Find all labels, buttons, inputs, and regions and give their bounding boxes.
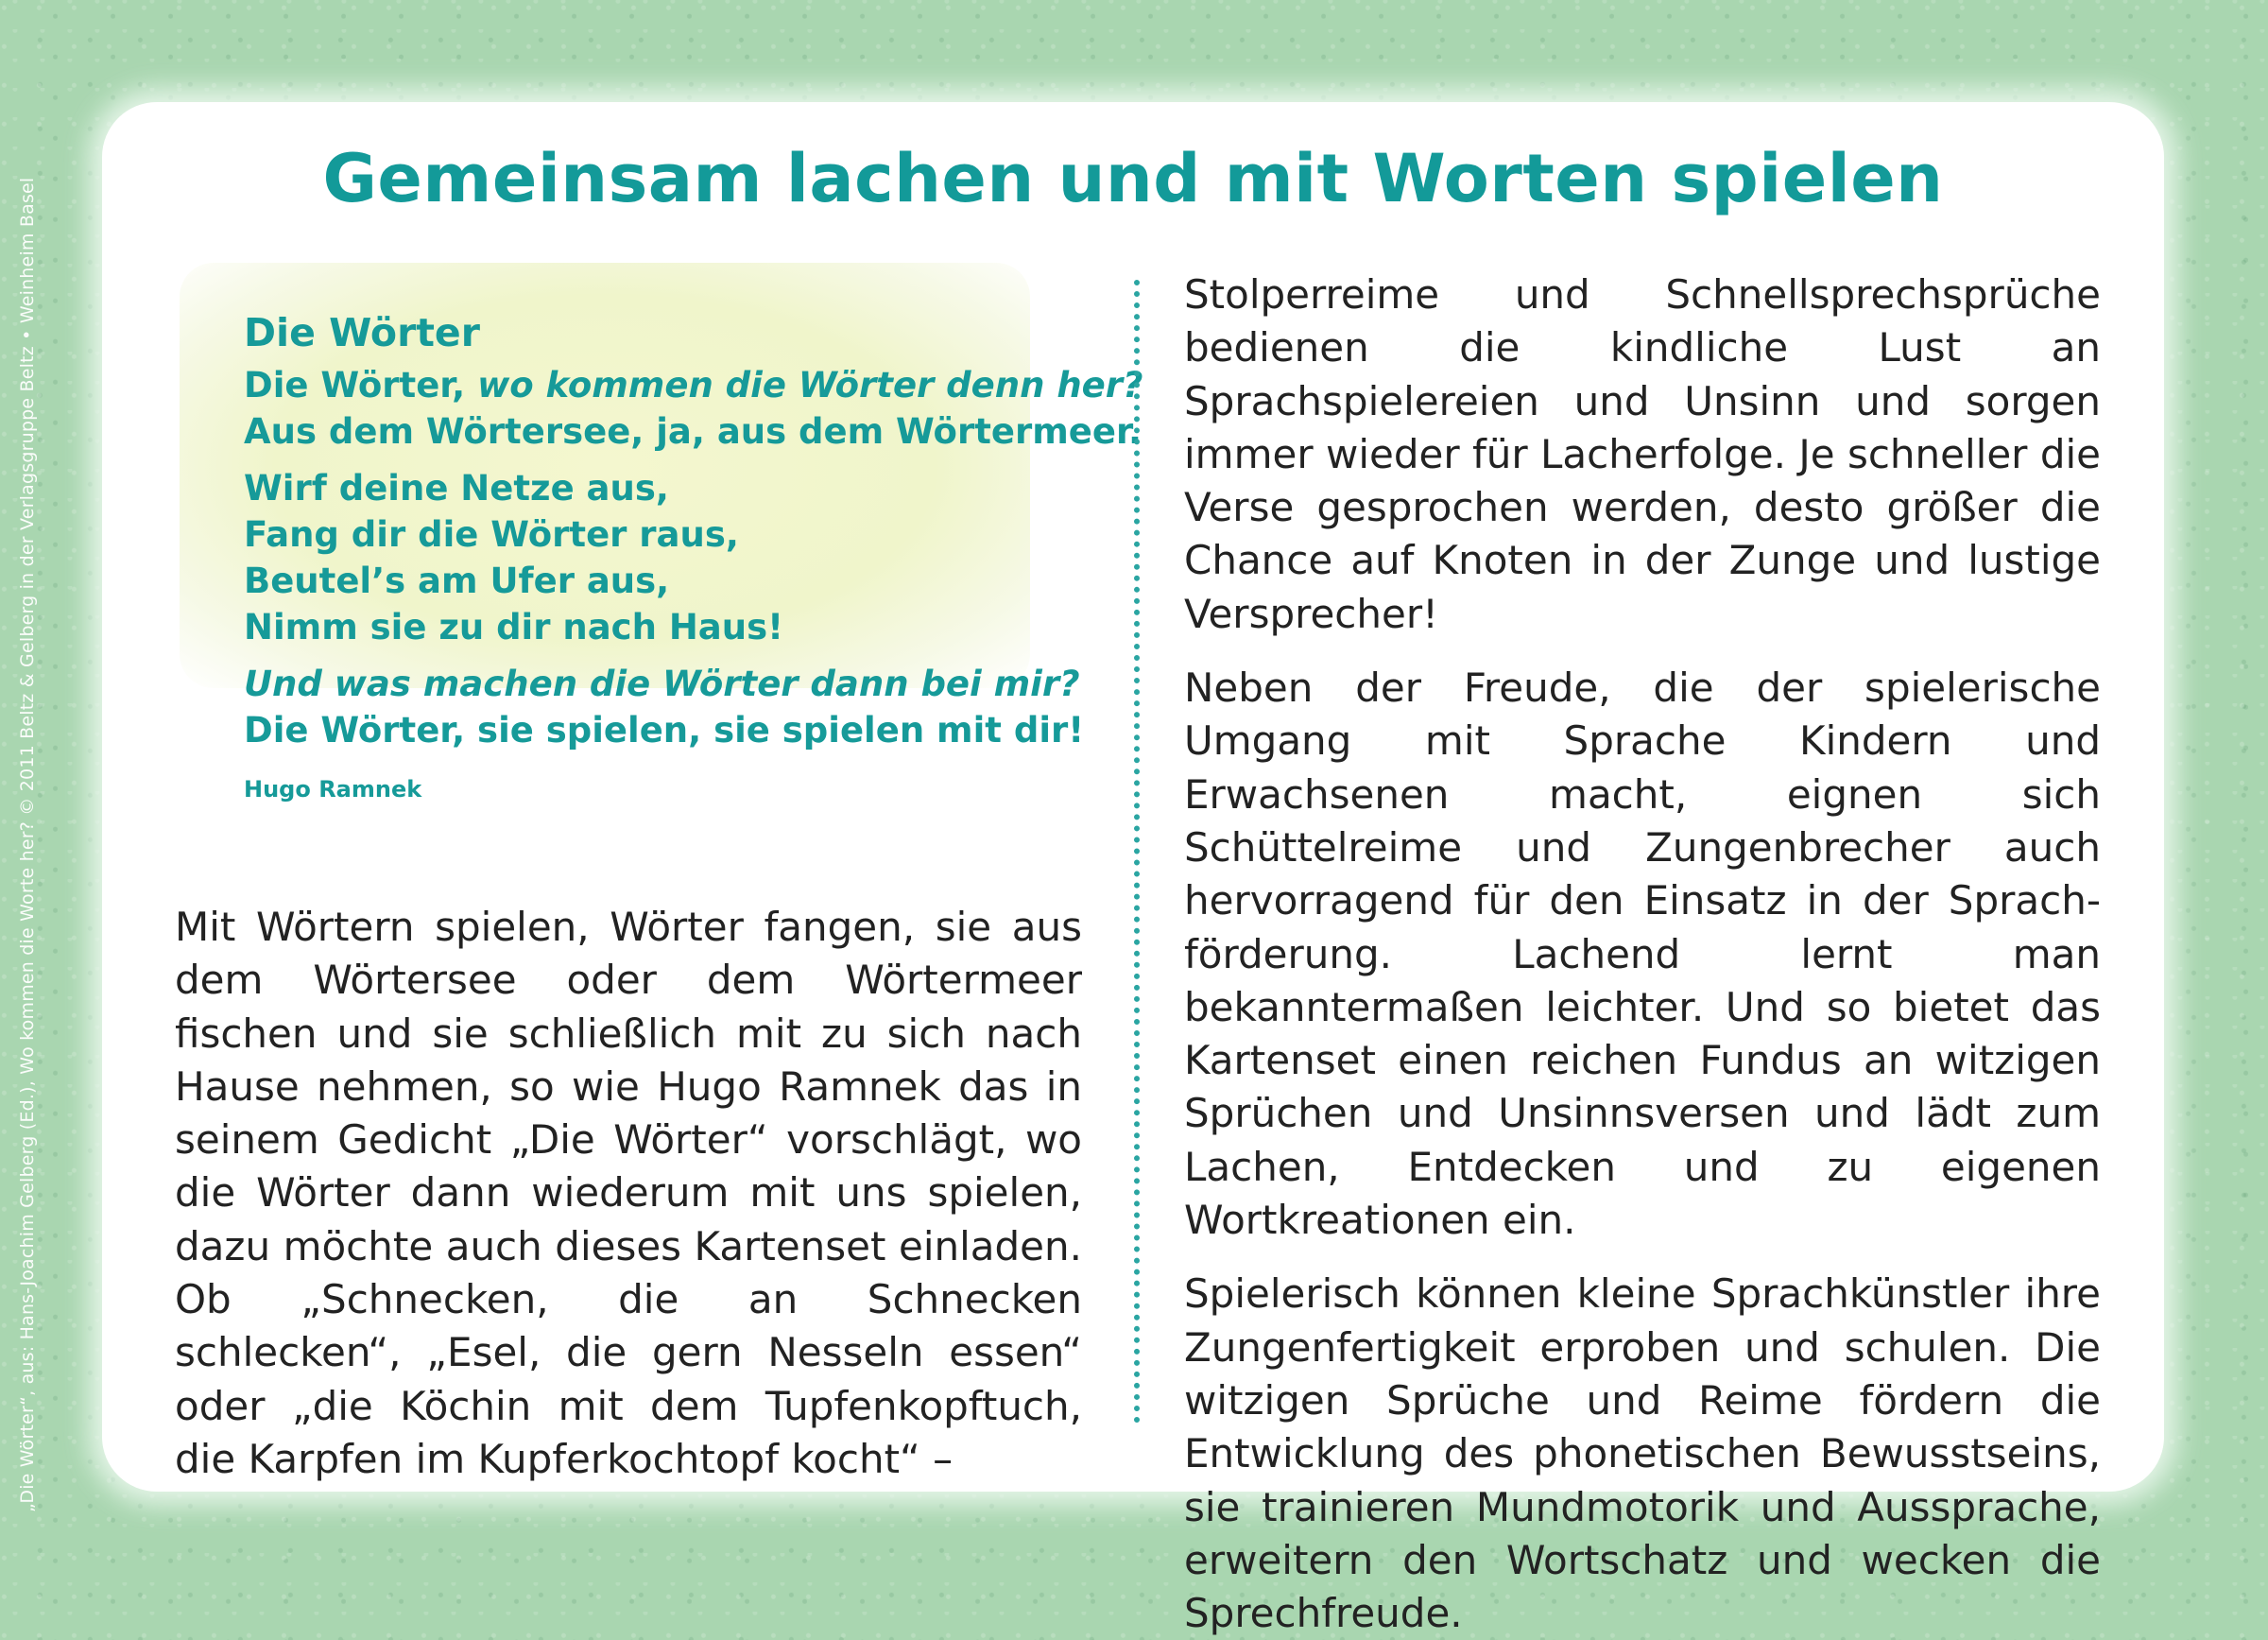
poem-line: Nimm sie zu dir nach Haus! bbox=[244, 607, 784, 647]
poem-line: Aus dem Wörtersee, ja, aus dem Wörtermeer. bbox=[244, 411, 1143, 452]
poem-author: Hugo Ramnek bbox=[244, 776, 422, 803]
poem-line bbox=[244, 362, 1143, 408]
page-title: Gemeinsam lachen und mit Worten spielen bbox=[322, 140, 1944, 217]
copyright-notice: „Die Wörter“, aus: Hans-Joachim Gelberg (Ed.), Wo kommen die Worte her? © 2011 Beltz & Gelberg in der Verlagsgruppe Beltz • Weinheim Basel bbox=[17, 177, 38, 1512]
poem-line-italic: wo kommen die Wörter denn her? bbox=[477, 365, 1143, 406]
poem-line-part: Die Wörter, bbox=[244, 365, 478, 406]
poem-line: Fang dir die Wörter raus, bbox=[244, 514, 739, 555]
poem-line: Die Wörter, sie spielen, sie spielen mit dir! bbox=[244, 710, 1085, 751]
poem bbox=[244, 310, 1143, 813]
right-paragraph-3: Spielerisch können kleine Sprachkünstler ihre Zungenfertigkeit erproben und schulen. Die witzigen Sprüche und Reime fördern die Entwicklung des phonetischen Bewusstseins, sie trainieren Mundmotorik und Aussprache, erweitern den Wortschatz und wecken die Sprechfreude. bbox=[1184, 1270, 2101, 1637]
column-divider bbox=[1134, 280, 1140, 1424]
left-column bbox=[175, 901, 1082, 1486]
right-column bbox=[1184, 268, 2101, 1640]
content-card bbox=[102, 102, 2164, 1637]
left-paragraph: Mit Wörtern spielen, Wörter fangen, sie aus dem Wörtersee oder dem Wörtermeer fischen und sie schließlich mit zu sich nach Hause nehmen, so wie Hugo Ramnek das in seinem Gedicht „Die Wörter“ vorschlägt, wo die Wörter dann wiederum mit uns spielen, dazu möchte auch dieses Kartenset einladen. Ob „Schnecken, die an Schnecken schlecken“, „Esel, die gern Nesseln essen“ oder „die Köchin mit dem Tupfenkopftuch, die Karpfen im Kupferkochtopf kocht“ – bbox=[175, 904, 1082, 1482]
poem-title: Die Wörter bbox=[244, 310, 480, 355]
poem-line: Wirf deine Netze aus, bbox=[244, 468, 669, 509]
poem-line-italic: Und was machen die Wörter dann bei mir? bbox=[244, 664, 1080, 704]
right-paragraph-1: Stolperreime und Schnellsprechsprüche bedienen die kindliche Lust an Sprachspielereien und Unsinn und sorgen immer wieder für Lacherfolge. Je schneller die Verse gesprochen werden, desto größer die Chance auf Knoten in der Zunge und lustige Versprecher! bbox=[1184, 271, 2101, 637]
right-paragraph-2: Neben der Freude, die der spielerische Umgang mit Sprache Kindern und Erwachsenen macht, eignen sich Schüttelreime und Zungenbrecher auch hervorragend für den Einsatz in der Sprachförderung. Lachend lernt man bekanntermaßen leichter. Und so bietet das Kartenset einen reichen Fundus an witzigen Sprüchen und Unsinnsversen und lädt zum Lachen, Entdecken und zu eigenen Wortkreationen ein. bbox=[1184, 665, 2101, 1244]
poem-line: Beutel’s am Ufer aus, bbox=[244, 561, 670, 601]
